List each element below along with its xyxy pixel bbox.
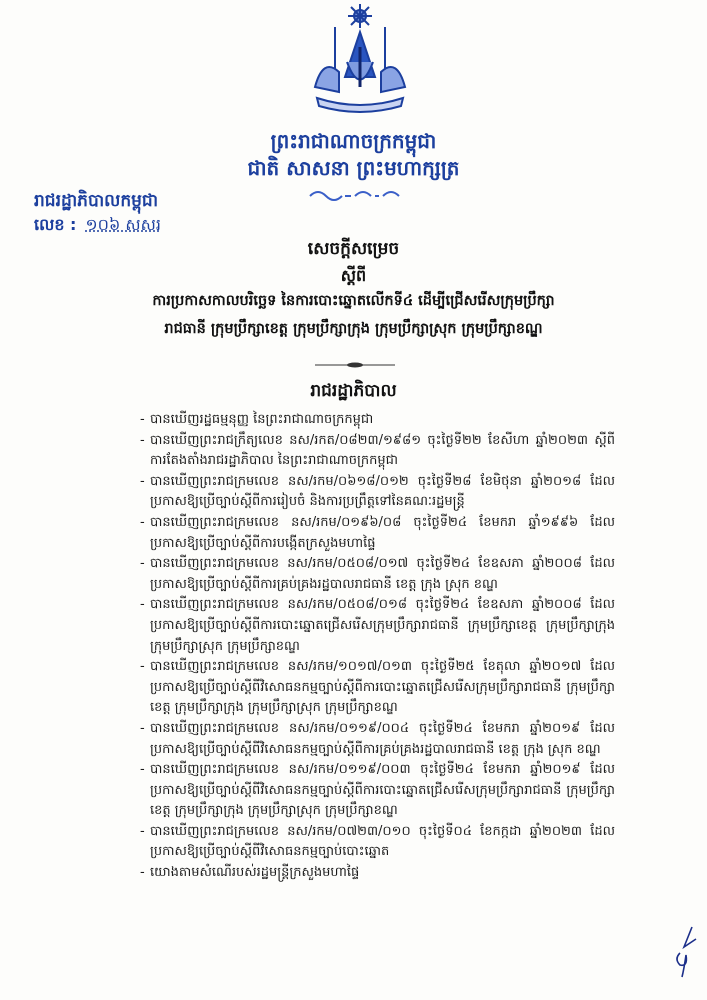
bullet-dash: - bbox=[140, 865, 145, 881]
list-item-text: បានឃើញព្រះរាជក្រមលេខ នស/រកម/០១៩៦/០៨ ចុះថ្ងៃទី២៤ ខែមករា ឆ្នាំ១៩៩៦ ដែលប្រកាសឱ្យប្រើច្បាប់ស្តីពីការបង្កើតក្រសួងមហាផ្ទៃ bbox=[150, 514, 615, 551]
list-item bbox=[140, 863, 615, 884]
decorative-divider-icon bbox=[305, 190, 405, 202]
document-number bbox=[34, 214, 161, 238]
bullet-dash: - bbox=[140, 720, 145, 736]
bullet-dash: - bbox=[140, 823, 145, 839]
list-item-text: បានឃើញព្រះរាជក្រមលេខ នស/រកម/០៥០៨/០១៧ ចុះថ្ងៃទី២៤ ខែឧសភា ឆ្នាំ២០០៨ ដែលប្រកាសឱ្យប្រើច្បាប់ស្តីពីការគ្រប់គ្រងរដ្ឋបាលរាជធានី ខេត្ត ក្រុង ស្រុក ខណ្ឌ bbox=[150, 556, 615, 592]
list-item bbox=[140, 719, 615, 760]
list-item bbox=[140, 595, 615, 657]
bullet-dash: - bbox=[140, 597, 145, 613]
bullet-dash: - bbox=[140, 762, 145, 778]
authority-heading: រាជរដ្ឋាភិបាល bbox=[310, 381, 397, 401]
bullet-dash: - bbox=[140, 514, 145, 530]
national-motto: ជាតិ សាសនា ព្រះមហាក្សត្រ bbox=[247, 156, 460, 180]
kingdom-name: ព្រះរាជាណាចក្រកម្ពុជា bbox=[270, 129, 437, 153]
document-type: សេចក្តីសម្រេច bbox=[307, 239, 400, 259]
bullet-dash: - bbox=[140, 432, 145, 448]
list-item bbox=[140, 554, 615, 595]
bullet-dash: - bbox=[140, 473, 145, 489]
list-item bbox=[140, 657, 615, 719]
separator-line bbox=[305, 362, 405, 368]
list-item bbox=[140, 472, 615, 513]
issuing-authority: រាជរដ្ឋាភិបាលកម្ពុជា bbox=[34, 191, 159, 211]
list-item-text: បានឃើញព្រះរាជក្រមលេខ នស/រកម/០៥០៨/០១៨ ចុះថ្ងៃទី២៤ ខែឧសភា ឆ្នាំ២០០៨ ដែលប្រកាសឱ្យប្រើច្បាប់ស្តីពីការបោះឆ្នោតជ្រើសរើសក្រុមប្រឹក្សារាជធានី ក្រុមប្រឹក្សាខេត្ត ក្រុមប្រឹក្សាក្រុង ក្រុមប្រឹក្សាស្រុក ក្រុមប្រឹក្សាខណ្ឌ bbox=[150, 597, 615, 654]
list-item-text: បានឃើញព្រះរាជក្រមលេខ នស/រកម/០១១៩/០០៣ ចុះថ្ងៃទី២៤ ខែមករា ឆ្នាំ២០១៩ ដែលប្រកាសឱ្យប្រើច្បាប់ស្តីពីវិសោធនកម្មច្បាប់ស្តីពីការបោះឆ្នោតជ្រើសរើសក្រុមប្រឹក្សារាជធានី ក្រុមប្រឹក្សាខេត្ត ក្រុមប្រឹក្សាក្រុង ក្រុមប្រឹក្សាស្រុក ក្រុមប្រឹក្សាខណ្ឌ bbox=[150, 762, 615, 819]
document-number-label: លេខ : bbox=[34, 215, 77, 234]
about-heading: ស្តីពី bbox=[340, 266, 367, 285]
list-item bbox=[140, 822, 615, 863]
bullet-dash: - bbox=[140, 659, 145, 675]
list-item-text: បានឃើញព្រះរាជក្រមលេខ នស/រកម/០៦១៨/០១២ ចុះថ្ងៃទី២៨ ខែមិថុនា ឆ្នាំ២០១៨ ដែលប្រកាសឱ្យប្រើច្បាប់ស្តីពីការរៀបចំ និងការប្រព្រឹត្តទៅនៃគណៈរដ្ឋមន្ត្រី bbox=[150, 473, 615, 510]
list-item-text: បានឃើញព្រះរាជក្រមលេខ នស/រកម/១០១៧/០១៣ ចុះថ្ងៃទី២៥ ខែតុលា ឆ្នាំ២០១៧ ដែលប្រកាសឱ្យប្រើច្បាប់ស្តីពីវិសោធនកម្មច្បាប់ស្តីពីការបោះឆ្នោតជ្រើសរើសក្រុមប្រឹក្សារាជធានី ក្រុមប្រឹក្សាខេត្ត ក្រុមប្រឹក្សាក្រុង ក្រុមប្រឹក្សាស្រុក ក្រុមប្រឹក្សាខណ្ឌ bbox=[150, 659, 615, 716]
list-item bbox=[140, 513, 615, 554]
bullet-dash: - bbox=[140, 412, 145, 427]
list-item-text: បានឃើញរដ្ឋធម្មនុញ្ញ នៃព្រះរាជាណាចក្រកម្ពុជា bbox=[150, 412, 374, 427]
list-item bbox=[140, 410, 615, 431]
document-number-value: ១០៦ សសរ bbox=[85, 215, 161, 234]
list-item bbox=[140, 431, 615, 472]
considerations-list bbox=[140, 410, 615, 884]
royal-coat-of-arms-icon bbox=[305, 2, 415, 114]
list-item-text: បានឃើញព្រះរាជក្រមលេខ នស/រកម/០១១៩/០០៤ ចុះថ្ងៃទី២៤ ខែមករា ឆ្នាំ២០១៩ ដែលប្រកាសឱ្យប្រើច្បាប់ស្តីពីវិសោធនកម្មច្បាប់ស្តីពីការគ្រប់គ្រងរដ្ឋបាលរាជធានី ខេត្ត ក្រុង ស្រុក ខណ្ឌ bbox=[150, 720, 615, 757]
list-item-text: យោងតាមសំណើរបស់រដ្ឋមន្ត្រីក្រសួងមហាផ្ទៃ bbox=[150, 865, 360, 881]
list-item-text: បានឃើញព្រះរាជក្រមលេខ នស/រកម/០៧២៣/០១០ ចុះថ្ងៃទី០៤ ខែកក្កដា ឆ្នាំ២០២៣ ដែលប្រកាសឱ្យប្រើច្បាប់ស្តីពីវិសោធនកម្មច្បាប់បោះឆ្នោត bbox=[150, 823, 615, 860]
bullet-dash: - bbox=[140, 556, 145, 572]
handwritten-initials-icon bbox=[670, 925, 700, 980]
subject-line-2: រាជធានី ក្រុមប្រឹក្សាខេត្ត ក្រុមប្រឹក្សាក្រុង ក្រុមប្រឹក្សាស្រុក ក្រុមប្រឹក្សាខណ្ឌ bbox=[164, 321, 543, 337]
subject-line-1: ការប្រកាសកាលបរិច្ឆេទ នៃការបោះឆ្នោតលើកទី៤ ដើម្បីជ្រើសរើសក្រុមប្រឹក្សា bbox=[152, 293, 555, 309]
list-item-text: បានឃើញព្រះរាជក្រឹត្យលេខ នស/រកត/០៨២៣/១៩៨១ ចុះថ្ងៃទី២២ ខែសីហា ឆ្នាំ២០២៣ ស្តីពីការតែងតាំងរាជរដ្ឋាភិបាល នៃព្រះរាជាណាចក្រកម្ពុជា bbox=[150, 432, 615, 469]
list-item bbox=[140, 760, 615, 822]
